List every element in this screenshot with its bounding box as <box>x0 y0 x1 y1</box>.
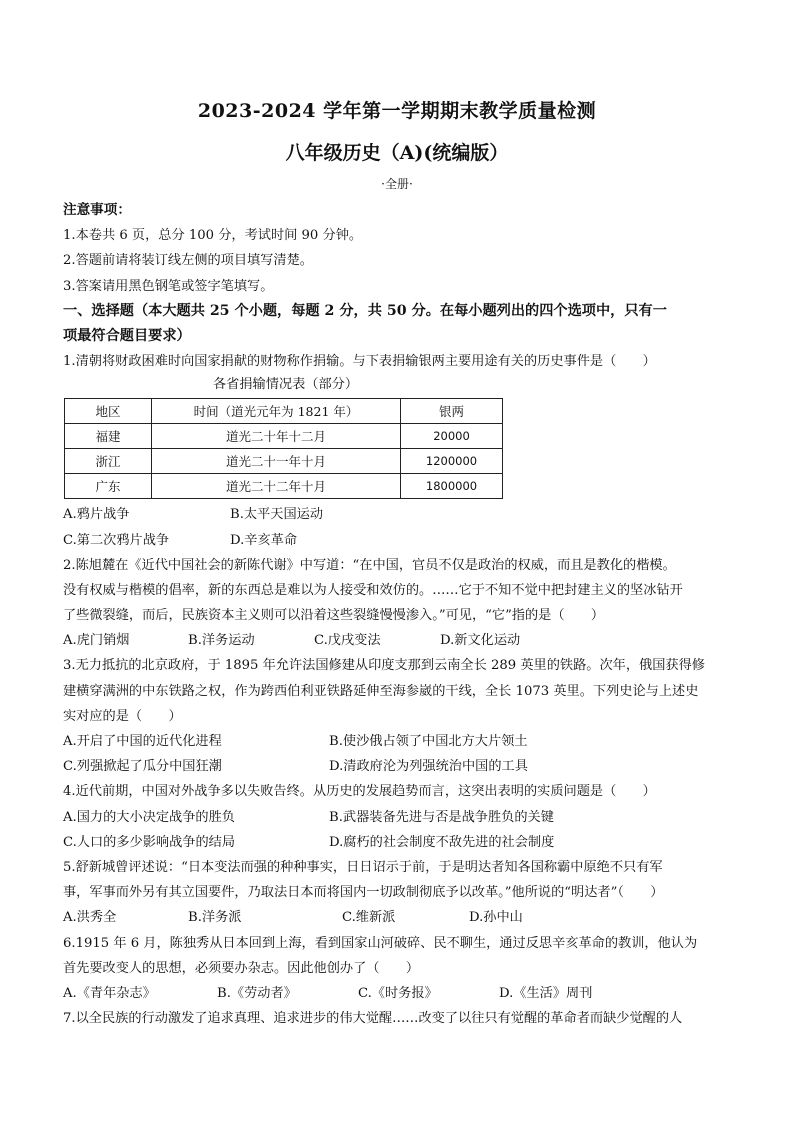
option-b[interactable]: B.使沙俄占领了中国北方大片领土 <box>329 734 528 749</box>
option-b[interactable]: B.洋务运动 <box>188 633 255 649</box>
exam-body <box>63 198 735 1031</box>
option-a[interactable]: A.洪秀全 <box>63 910 117 926</box>
option-d[interactable]: D.腐朽的社会制度不敌先进的社会制度 <box>329 834 555 850</box>
exam-subtitle: 八年级历史（A)(统编版） <box>285 142 509 164</box>
q5-options <box>63 905 735 930</box>
option-a[interactable]: A.国力的大小决定战争的胜负 <box>63 809 235 825</box>
option-c[interactable]: C.列强掀起了瓜分中国狂潮 <box>63 759 222 775</box>
q1-options-row2 <box>63 528 735 553</box>
table-header-row <box>65 399 503 424</box>
q4-options-row2 <box>63 830 735 855</box>
q5-stem-line: 5.舒新城曾评述说：“日本变法而强的种种事实，日日诏示于前，于是明达者知各国称霸中原绝不只有军 <box>63 859 663 875</box>
note-item: 2.答题前请将装订线左侧的项目填写清楚。 <box>63 253 313 269</box>
q1-stem: 1.清朝将财政困难时向国家捐献的财物称作捐输。与下表捐输银两主要用途有关的历史事件是（ ） <box>63 354 656 370</box>
q3-stem-line: 3.无力抵抗的北京政府，于 1895 年允许法国修建从印度支那到云南全长 289 英里的铁路。次年，俄国获得修 <box>63 658 705 674</box>
q1-table-caption: 各省捐输情况表（部分） <box>213 377 359 393</box>
table-cell: 福建 <box>65 424 152 449</box>
option-a[interactable]: A.虎门销烟 <box>63 633 130 649</box>
table-cell: 浙江 <box>65 449 152 474</box>
option-c[interactable]: C.维新派 <box>342 910 396 926</box>
option-c[interactable]: C.戊戌变法 <box>314 633 381 649</box>
table-header-cell: 时间（道光元年为 1821 年） <box>152 399 401 424</box>
option-a[interactable]: A.《青年杂志》 <box>63 985 156 1001</box>
table-cell: 道光二十年十二月 <box>152 424 401 449</box>
table-cell: 道光二十一年十月 <box>152 449 401 474</box>
table-cell: 道光二十二年十月 <box>152 474 401 499</box>
option-d[interactable]: D.清政府沦为列强统治中国的工具 <box>329 759 528 775</box>
q4-options-row1 <box>63 805 735 830</box>
option-d[interactable]: D.新文化运动 <box>440 633 521 649</box>
option-c[interactable]: C.人口的多少影响战争的结局 <box>63 834 236 850</box>
option-c[interactable]: C.《时务报》 <box>358 985 438 1001</box>
table-cell: 广东 <box>65 474 152 499</box>
q3-options-row2 <box>63 754 735 779</box>
option-b[interactable]: B.太平天国运动 <box>230 507 324 523</box>
option-d[interactable]: D.辛亥革命 <box>230 532 298 548</box>
q1-table <box>64 398 503 499</box>
q2-stem-line: 2.陈旭麓在《近代中国社会的新陈代谢》中写道：“在中国，官员不仅是政治的权威，而且是教化的楷模。 <box>63 557 676 573</box>
note-item: 1.本卷共 6 页，总分 100 分，考试时间 90 分钟。 <box>63 228 363 244</box>
table-row <box>65 424 503 449</box>
q3-options-row1 <box>63 729 735 754</box>
option-d[interactable]: D.孙中山 <box>469 910 523 926</box>
q2-stem-line: 了些微裂缝，而后，民族资本主义则可以沿着这些裂缝慢慢渗入。”可见，“它”指的是（ ） <box>63 608 605 624</box>
q7-stem-line: 7.以全民族的行动激发了追求真理、追求进步的伟大觉醒……改变了以往只有觉醒的革命者而缺少觉醒的人 <box>63 1011 683 1027</box>
q6-stem-line: 6.1915 年 6 月，陈独秀从日本回到上海，看到国家山河破碎、民不聊生，通过反思辛亥革命的教训，他认为 <box>63 935 698 951</box>
section1-heading: 一、选择题（本大题共 25 个小题，每题 2 分，共 50 分。在每小题列出的四个选项中，只有一 <box>63 302 667 319</box>
q6-stem-line: 首先要改变人的思想，必须要办杂志。因此他创办了（ ） <box>63 960 420 976</box>
table-row <box>65 474 503 499</box>
q3-stem-line: 实对应的是（ ） <box>63 708 182 724</box>
notes-heading: 注意事项： <box>63 202 131 218</box>
q2-stem-line: 没有权威与楷模的倡率，新的东西总是难以为人接受和效仿的。……它于不知不觉中把封建主义的坚冰钻开 <box>63 582 683 598</box>
option-c[interactable]: C.第二次鸦片战争 <box>63 532 170 548</box>
option-b[interactable]: B.武器装备先进与否是战争胜负的关键 <box>329 809 554 825</box>
option-b[interactable]: B.洋务派 <box>188 910 242 926</box>
table-cell: 20000 <box>401 424 503 449</box>
table-row <box>65 449 503 474</box>
q4-stem-line: 4.近代前期，中国对外战争多以失败告终。从历史的发展趋势而言，这突出表明的实质问题是（ ） <box>63 784 656 800</box>
option-a[interactable]: A.开启了中国的近代化进程 <box>63 734 222 749</box>
q2-options <box>63 628 735 653</box>
q5-stem-line: 事，军事而外另有其立国要件，乃取法日本而将国内一切政制彻底予以改革。”他所说的“明达者”（ ） <box>63 885 664 901</box>
q6-options <box>63 981 735 1006</box>
table-header-cell: 银两 <box>401 399 503 424</box>
exam-scope: ·全册· <box>381 177 413 191</box>
table-cell: 1800000 <box>401 474 503 499</box>
option-b[interactable]: B.《劳动者》 <box>217 985 297 1001</box>
note-item: 3.答案请用黑色钢笔或签字笔填写。 <box>63 278 274 294</box>
section1-heading-cont: 项最符合题目要求） <box>63 327 191 344</box>
option-a[interactable]: A.鸦片战争 <box>63 507 130 523</box>
table-cell: 1200000 <box>401 449 503 474</box>
exam-title: 2023-2024 学年第一学期期末教学质量检测 <box>197 100 597 122</box>
table-header-cell: 地区 <box>65 399 152 424</box>
option-d[interactable]: D.《生活》周刊 <box>499 985 593 1001</box>
q1-options-row1 <box>63 502 735 527</box>
q3-stem-line: 建横穿满洲的中东铁路之权，作为跨西伯利亚铁路延伸至海参崴的干线，全长 1073 英里。下列史论与上述史 <box>63 683 699 699</box>
